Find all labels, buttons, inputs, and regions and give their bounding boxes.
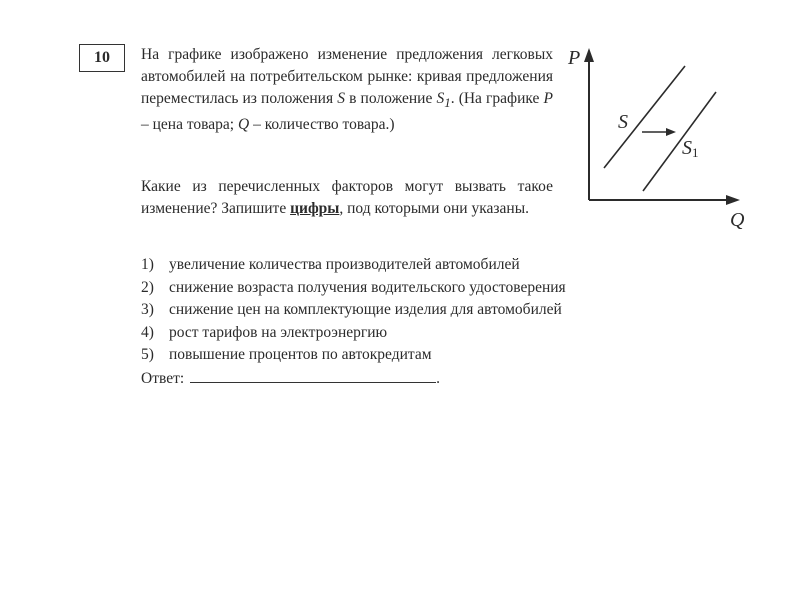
x-axis-arrow (726, 195, 740, 205)
intro-text-5: – количество товара.) (249, 116, 395, 134)
curve-s-label: S (618, 111, 628, 133)
option-text: снижение цен на комплектующие изделия для автомобилей (169, 301, 562, 318)
intro-text-1: На графике изображено изменение предложения легковых автомобилей на потребительском рынке: кривая предложения переместилась из положения (141, 46, 553, 107)
option-item (141, 322, 661, 345)
intro-text-4: – цена товара; (141, 116, 238, 134)
answer-end: . (436, 370, 441, 387)
option-number: 3) (141, 301, 154, 318)
curve-s1-label: S1 (682, 137, 699, 160)
supply-shift-graph (560, 40, 760, 240)
supply-curve-s1 (643, 92, 716, 191)
intro-s: S (337, 90, 345, 107)
option-number: 5) (141, 346, 154, 363)
task-question (141, 176, 553, 220)
option-text: повышение процентов по автокредитам (169, 346, 432, 363)
option-item (141, 344, 661, 367)
question-text-2: , под которыми они указаны. (339, 200, 529, 217)
intro-text-2: в положение (344, 90, 437, 107)
options-list (141, 254, 661, 367)
option-item (141, 254, 661, 277)
question-text-1: Какие из перечисленных факторов могут вызвать такое изменение? Запишите (141, 178, 553, 217)
option-number: 4) (141, 323, 154, 341)
y-axis-arrow (584, 48, 594, 62)
answer-field[interactable] (190, 366, 436, 383)
option-text: рост тарифов на электроэнергию (169, 323, 388, 341)
option-text: увеличение количества производителей автомобилей (169, 256, 520, 273)
option-item (141, 299, 661, 322)
x-axis-label: Q (730, 209, 745, 231)
task-intro (141, 44, 553, 136)
shift-arrow-head (666, 128, 676, 136)
option-text: снижение возраста получения водительского удостоверения (169, 278, 566, 296)
intro-p: P (543, 90, 553, 107)
option-number: 1) (141, 256, 154, 273)
task-number: 10 (94, 49, 110, 66)
task-number-box (79, 44, 125, 72)
option-item (141, 277, 661, 300)
option-number: 2) (141, 278, 154, 296)
question-highlight: цифры (290, 200, 340, 217)
intro-text-3: . (На графике (450, 90, 544, 107)
y-axis-label: P (568, 47, 581, 69)
intro-s1: $S_1$ (436, 90, 451, 111)
answer-row (141, 366, 440, 390)
intro-q: Q (237, 116, 250, 134)
answer-label: Ответ: (141, 370, 185, 387)
supply-curve-s (604, 66, 685, 168)
